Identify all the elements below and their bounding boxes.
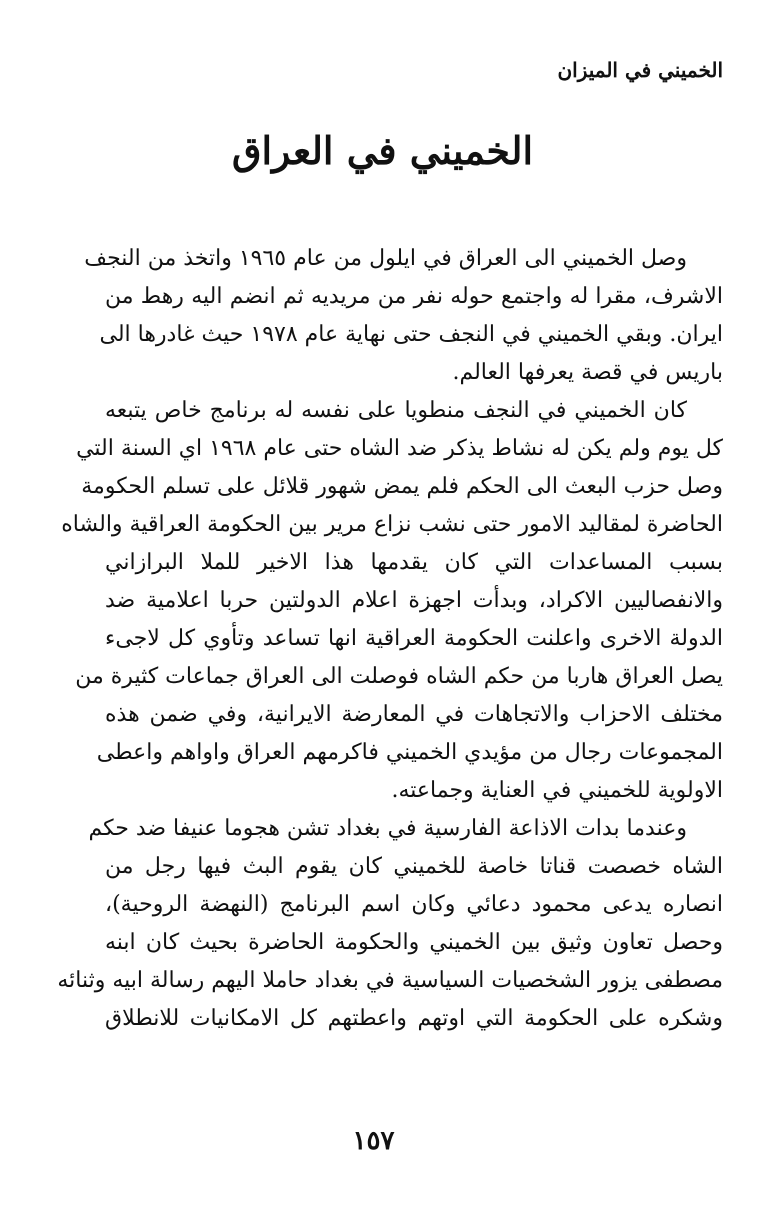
text-line: الحاضرة لمقاليد الامور حتى نشب نزاع مرير بين الحكومة العراقية والشاه bbox=[61, 512, 723, 537]
text-line: بسبب المساعدات التي كان يقدمها هذا الاخير للملا البرازاني bbox=[105, 550, 723, 575]
text-line: وعندما بدات الاذاعة الفارسية في بغداد تشن هجوما عنيفا ضد حكم bbox=[88, 816, 687, 841]
text-line: الاولوية للخميني في العناية وجماعته. bbox=[391, 778, 723, 803]
body-text bbox=[57, 240, 723, 1038]
page-number: ١٥٧ bbox=[352, 1126, 395, 1156]
text-line: كل يوم ولم يكن له نشاط يذكر ضد الشاه حتى عام ١٩٦٨ اي السنة التي bbox=[76, 436, 723, 461]
text-line: وصل الخميني الى العراق في ايلول من عام ١٩٦٥ واتخذ من النجف bbox=[84, 246, 687, 271]
text-line: مصطفى يزور الشخصيات السياسية في بغداد حاملا اليهم رسالة ابيه وثنائه bbox=[57, 968, 723, 993]
text-line: وحصل تعاون وثيق بين الخميني والحكومة الحاضرة بحيث كان ابنه bbox=[105, 930, 723, 955]
text-line: كان الخميني في النجف منطويا على نفسه له برنامج خاص يتبعه bbox=[105, 398, 687, 423]
text-line: مختلف الاحزاب والاتجاهات في المعارضة الايرانية، وفي ضمن هذه bbox=[105, 702, 723, 727]
text-line: باريس في قصة يعرفها العالم. bbox=[452, 360, 723, 385]
text-line: وشكره على الحكومة التي اوتهم واعطتهم كل الامكانيات للانطلاق bbox=[105, 1006, 723, 1031]
text-line: انصاره يدعى محمود دعائي وكان اسم البرنامج (النهضة الروحية)، bbox=[105, 892, 723, 917]
text-line: الاشرف، مقرا له واجتمع حوله نفر من مريديه ثم انضم اليه رهط من bbox=[105, 284, 723, 309]
text-line: الدولة الاخرى واعلنت الحكومة العراقية انها تساعد وتأوي كل لاجىء bbox=[105, 626, 723, 651]
text-line: وصل حزب البعث الى الحكم فلم يمض شهور قلائل على تسلم الحكومة bbox=[81, 474, 723, 499]
text-line: والانفصاليين الاكراد، وبدأت اجهزة اعلام الدولتين حربا اعلامية ضد bbox=[105, 588, 723, 613]
text-line: الشاه خصصت قناتا خاصة للخميني كان يقوم البث فيها رجل من bbox=[105, 854, 723, 879]
running-head: الخميني في الميزان bbox=[557, 58, 723, 82]
text-line: المجموعات رجال من مؤيدي الخميني فاكرمهم العراق واواهم واعطى bbox=[96, 740, 723, 765]
text-line: يصل العراق هاربا من حكم الشاه فوصلت الى العراق جماعات كثيرة من bbox=[75, 664, 723, 689]
chapter-title: الخميني في العراق bbox=[231, 128, 533, 173]
text-line: ايران. وبقي الخميني في النجف حتى نهاية عام ١٩٧٨ حيث غادرها الى bbox=[99, 322, 723, 347]
